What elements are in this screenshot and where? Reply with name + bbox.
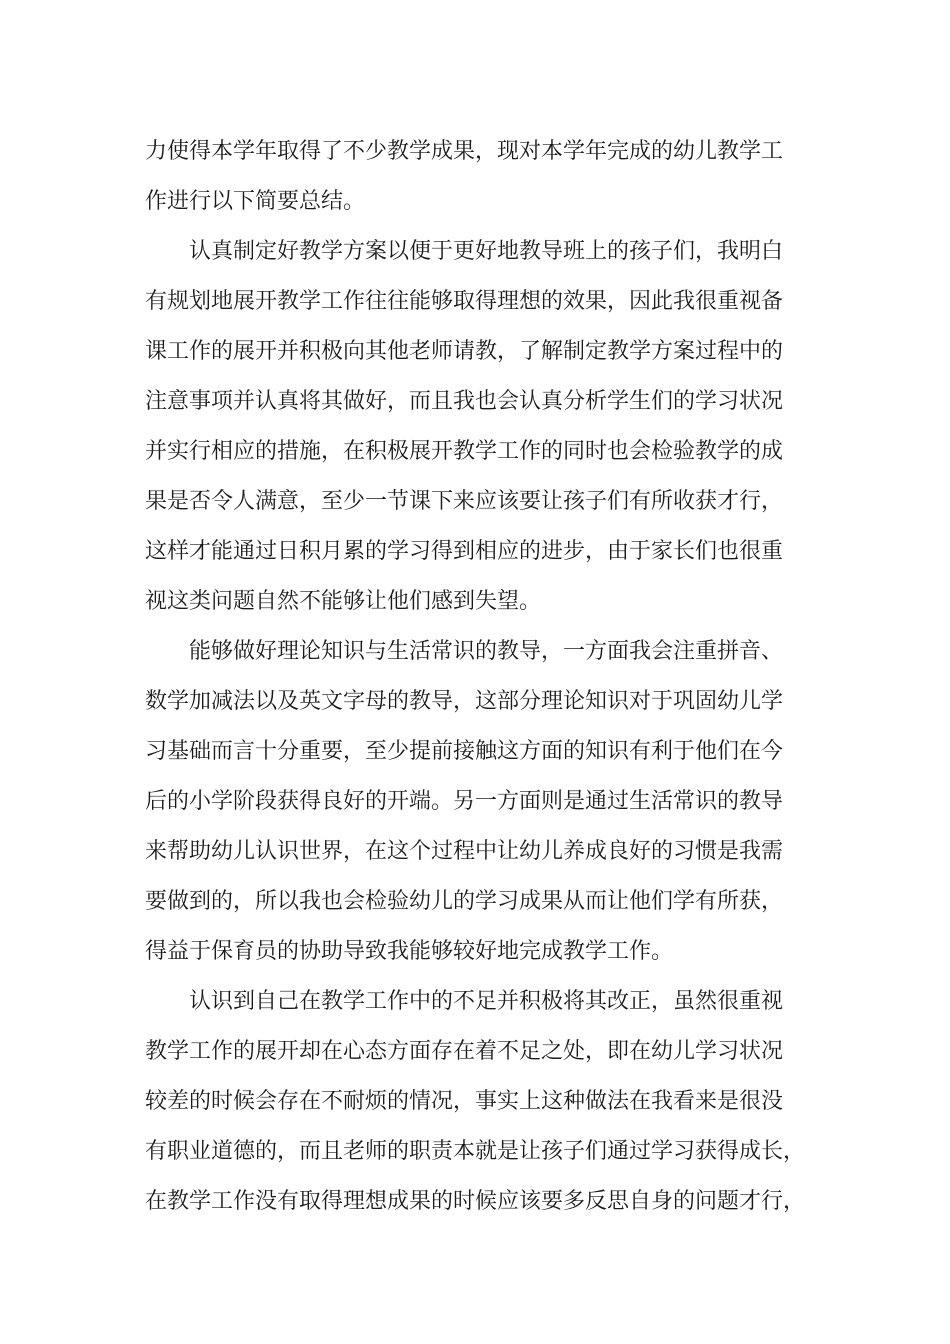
text-line: 数学加减法以及英文字母的教导，这部分理论知识对于巩固幼儿学	[145, 689, 784, 714]
text-line: 力使得本学年取得了不少教学成果，现对本学年完成的幼儿教学工	[145, 139, 784, 164]
text-line: 来帮助幼儿认识世界，在这个过程中让幼儿养成良好的习惯是我需	[145, 839, 784, 864]
document-body	[145, 127, 827, 1227]
text-line: 习基础而言十分重要，至少提前接触这方面的知识有利于他们在今	[145, 739, 784, 764]
text-line: 认识到自己在教学工作中的不足并积极将其改正，虽然很重视	[189, 989, 784, 1014]
text-line: 要做到的，所以我也会检验幼儿的学习成果从而让他们学有所获，	[145, 889, 784, 914]
text-line: 果是否令人满意，至少一节课下来应该要让孩子们有所收获才行，	[145, 489, 784, 514]
paragraph-2	[145, 227, 827, 627]
text-line: 课工作的展开并积极向其他老师请教，了解制定教学方案过程中的	[145, 339, 784, 364]
text-line: 视这类问题自然不能够让他们感到失望。	[145, 589, 542, 614]
text-line: 后的小学阶段获得良好的开端。另一方面则是通过生活常识的教导	[145, 789, 784, 814]
text-line: 有职业道德的，而且老师的职责本就是让孩子们通过学习获得成长，	[145, 1139, 806, 1164]
text-line: 得益于保育员的协助导致我能够较好地完成教学工作。	[145, 939, 674, 964]
paragraph-3	[145, 627, 827, 977]
text-line: 较差的时候会存在不耐烦的情况，事实上这种做法在我看来是很没	[145, 1089, 784, 1114]
text-line: 教学工作的展开却在心态方面存在着不足之处，即在幼儿学习状况	[145, 1039, 784, 1064]
text-line: 注意事项并认真将其做好，而且我也会认真分析学生们的学习状况	[145, 389, 784, 414]
text-line: 有规划地展开教学工作往往能够取得理想的效果，因此我很重视备	[145, 289, 784, 314]
paragraph-4	[145, 977, 827, 1227]
text-line: 作进行以下简要总结。	[145, 189, 366, 214]
paragraph-1	[145, 127, 827, 227]
text-line: 并实行相应的措施，在积极展开教学工作的同时也会检验教学的成	[145, 439, 784, 464]
text-line: 这样才能通过日积月累的学习得到相应的进步，由于家长们也很重	[145, 539, 784, 564]
text-line: 认真制定好教学方案以便于更好地教导班上的孩子们，我明白	[189, 239, 784, 264]
text-line: 在教学工作没有取得理想成果的时候应该要多反思自身的问题才行，	[145, 1189, 806, 1214]
text-line: 能够做好理论知识与生活常识的教导，一方面我会注重拼音、	[189, 639, 784, 664]
